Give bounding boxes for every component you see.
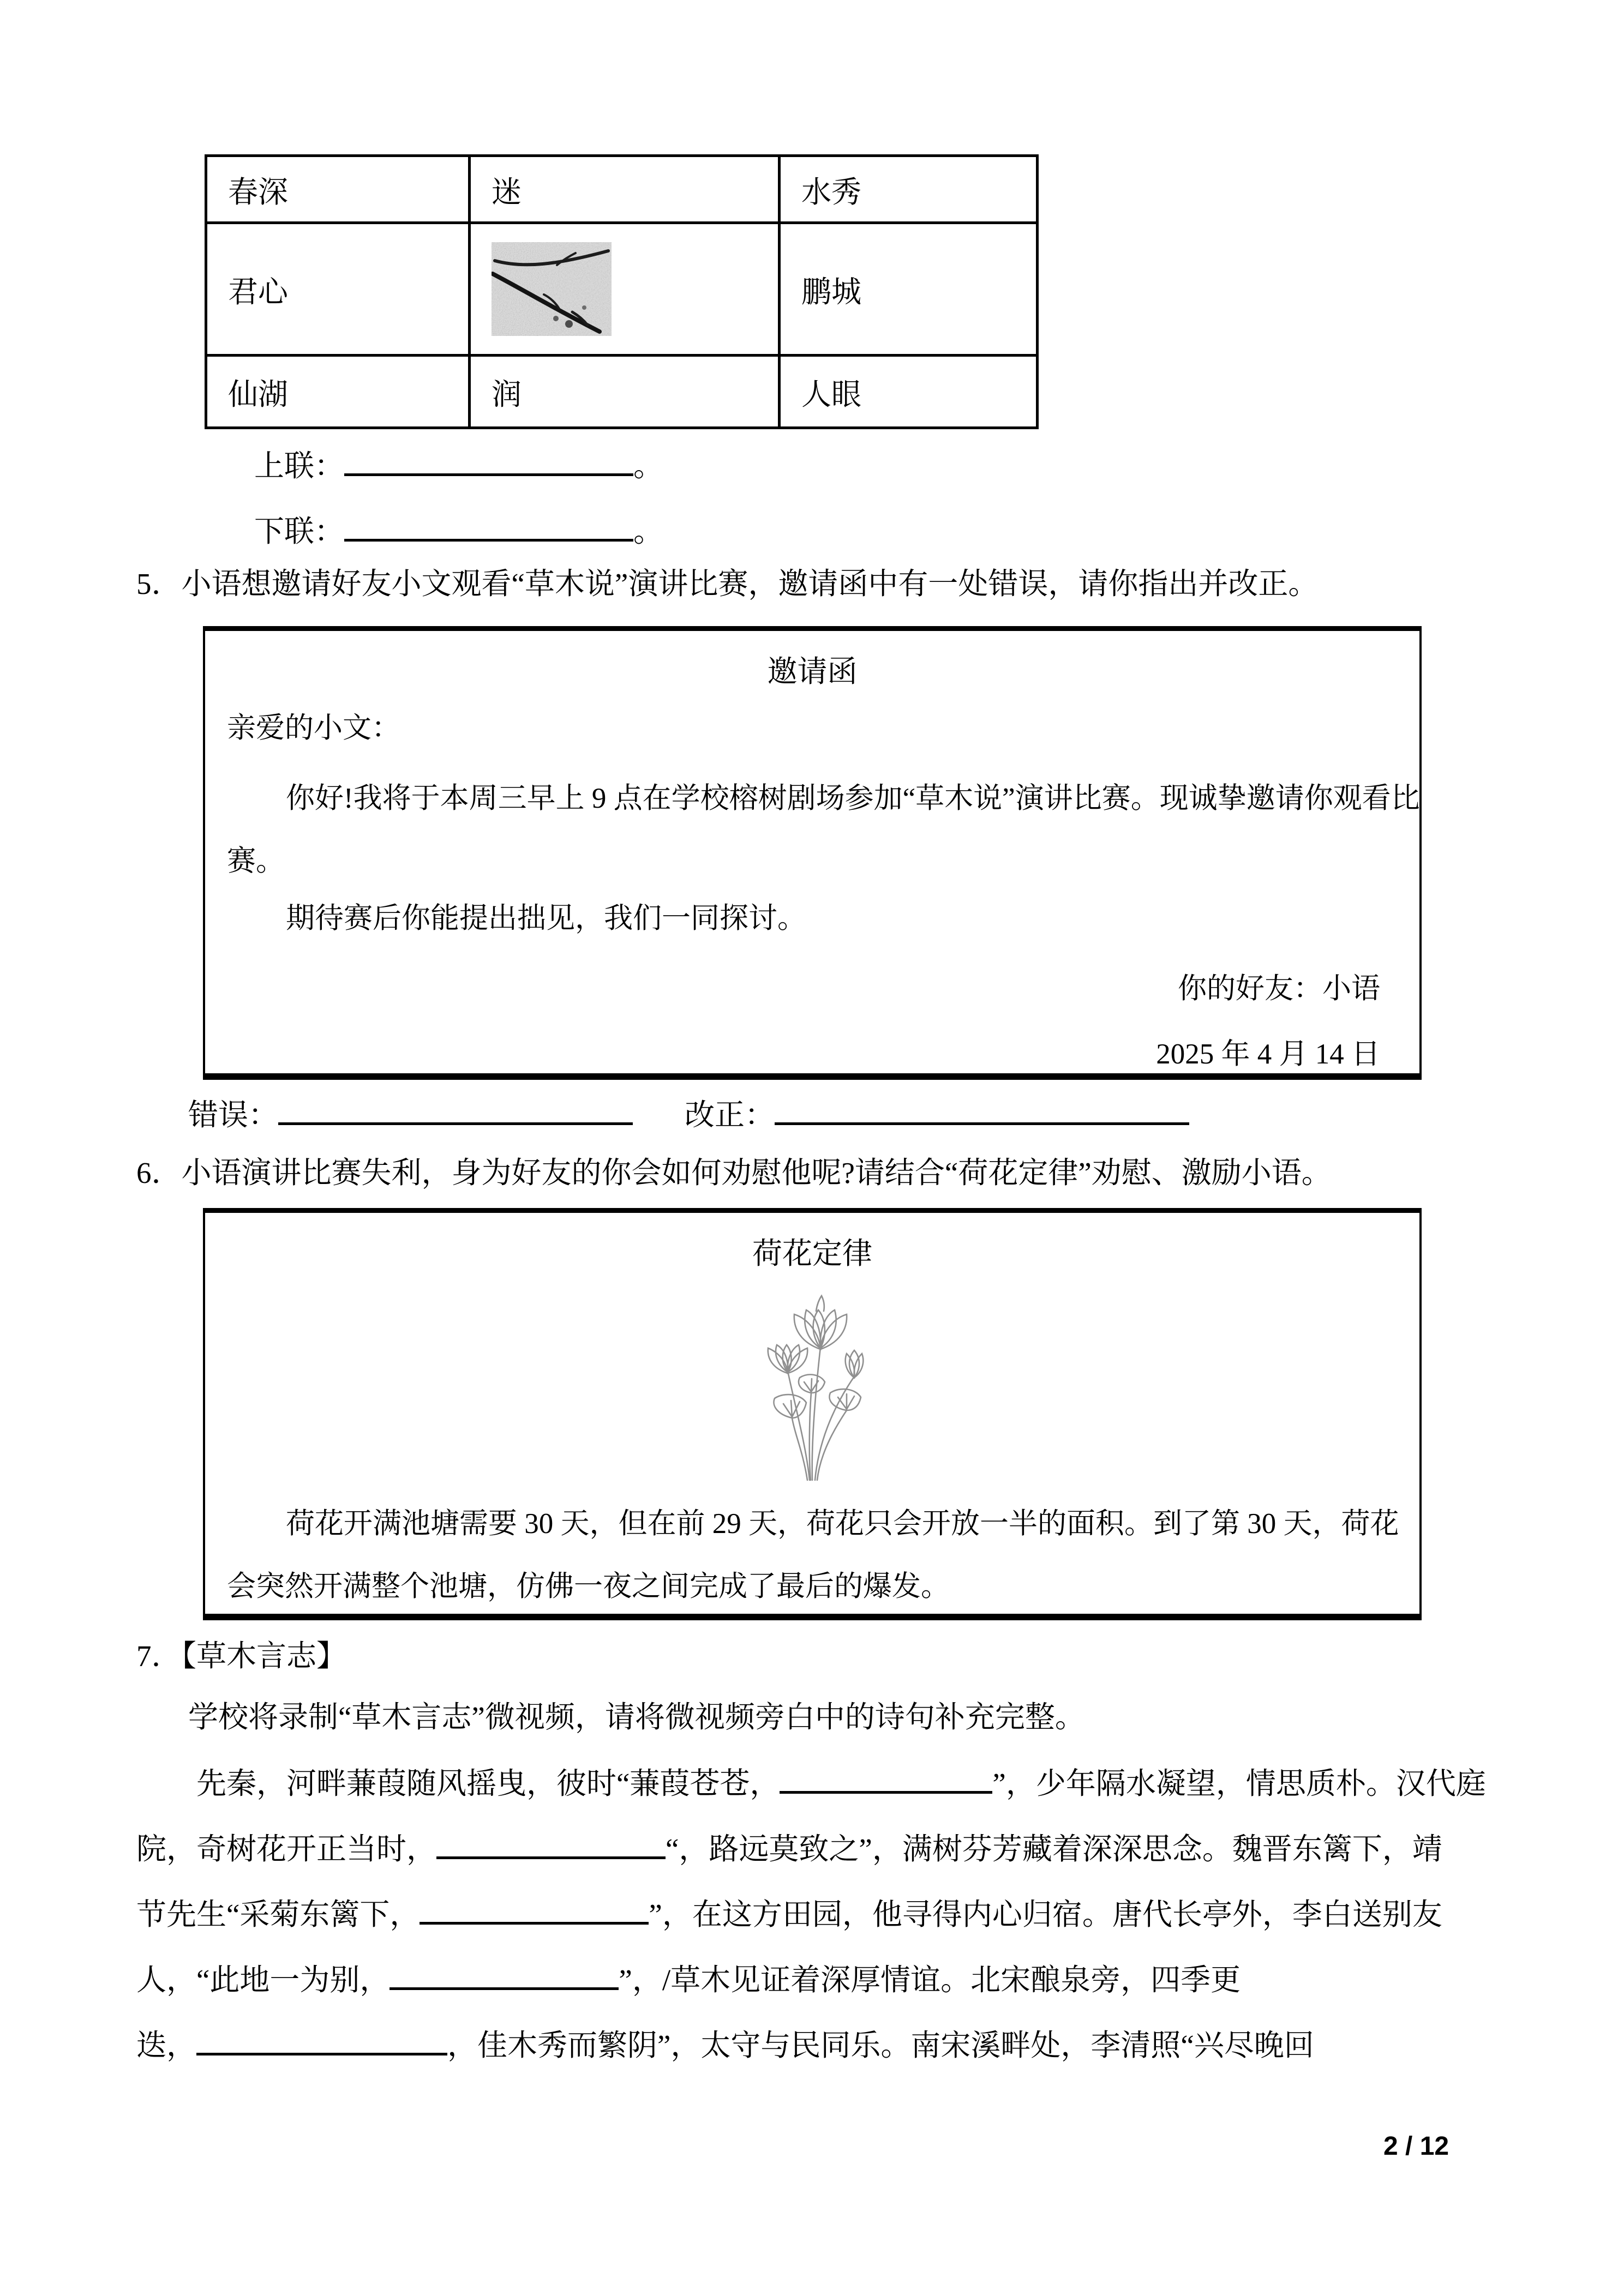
poem-blank <box>389 1962 619 1990</box>
invitation-date: 2025 年 4 月 14 日 <box>1156 1038 1380 1070</box>
lotus-illustration <box>740 1277 885 1484</box>
question-7-heading-text: 【草木言志】 <box>181 1639 347 1673</box>
couplet-upper-line <box>254 448 663 482</box>
lotus-law-title: 荷花定律 <box>752 1237 872 1270</box>
poem-text: ”，在这方田园，他寻得内心归宿。唐代长亭外，李白送别友 <box>649 1898 1442 1931</box>
poem-line <box>136 1831 1511 1897</box>
lotus-law-text-line-1: 荷花开满池塘需要 30 天，但在前 29 天，荷花只会开放一半的面积。到了第 30 天，荷花 <box>286 1508 1399 1540</box>
table-cell: 水秀 <box>780 156 1038 223</box>
poem-blank <box>780 1766 992 1794</box>
table-cell: 迷 <box>470 156 780 223</box>
question-5 <box>136 568 1318 600</box>
poem-line <box>136 1897 1511 1962</box>
poem-text: ”，/草木见证着深厚情谊。北宋酿泉旁，四季更 <box>619 1963 1241 1997</box>
couplet-upper-blank <box>344 448 633 476</box>
question-6-number: 6． <box>136 1156 182 1189</box>
error-correction-line <box>188 1097 1189 1131</box>
question-7-number: 7． <box>136 1639 182 1673</box>
invitation-card <box>203 626 1422 1080</box>
poem-line <box>136 1962 1511 2028</box>
error-blank <box>278 1097 633 1125</box>
lotus-law-text-line-2: 会突然开满整个池塘，仿佛一夜之间完成了最后的爆发。 <box>227 1571 950 1602</box>
poem-line <box>136 1766 1511 1831</box>
period-mark: 。 <box>633 515 664 548</box>
invitation-signature: 你的好友：小语 <box>1178 973 1380 1005</box>
correction-label: 改正： <box>685 1098 775 1132</box>
period-mark: 。 <box>633 449 664 483</box>
page-number: 2 / 12 <box>1383 2132 1449 2161</box>
poem-blank <box>420 1897 649 1925</box>
poem-blank <box>436 1831 666 1859</box>
table-cell: 润 <box>470 356 780 428</box>
question-5-text: 小语想邀请好友小文观看“草木说”演讲比赛，邀请函中有一处错误，请你指出并改正。 <box>181 567 1319 600</box>
poem-text: “，路远莫致之”，满树芬芳藏着深深思念。魏晋东篱下，靖 <box>666 1832 1442 1866</box>
question-7-intro: 学校将录制“草木言志”微视频，请将微视频旁白中的诗句补充完整。 <box>188 1700 1085 1734</box>
plum-branch-photo-image <box>492 242 612 336</box>
couplet-lower-blank <box>344 514 633 542</box>
question-7-heading <box>136 1640 346 1672</box>
lotus-law-card <box>203 1208 1422 1620</box>
couplet-lower-label: 下联： <box>254 515 345 548</box>
invitation-body-line-3: 期待赛后你能提出拙见，我们一同探讨。 <box>286 903 806 934</box>
poem-text: 迭， <box>136 2029 197 2062</box>
invitation-title: 邀请函 <box>767 655 858 688</box>
table-cell: 人眼 <box>780 356 1038 428</box>
table-cell <box>470 223 780 356</box>
invitation-body-line-2: 赛。 <box>227 845 285 877</box>
matching-table <box>205 154 1039 429</box>
table-cell: 春深 <box>206 156 470 223</box>
correction-blank <box>775 1097 1189 1125</box>
poem-text: ”，少年隔水凝望，情思质朴。汉代庭 <box>992 1767 1486 1800</box>
table-cell: 鹏城 <box>780 223 1038 356</box>
poem-paragraph <box>136 1766 1511 2093</box>
poem-text: 先秦，河畔蒹葭随风摇曳，彼时“蒹葭苍苍， <box>196 1767 780 1800</box>
poem-line <box>136 2028 1511 2093</box>
couplet-lower-line <box>254 514 663 548</box>
poem-text: 人，“此地一为别， <box>136 1963 390 1997</box>
invitation-body-line-1: 你好!我将于本周三早上 9 点在学校榕树剧场参加“草木说”演讲比赛。现诚挚邀请你观看比 <box>286 783 1420 814</box>
table-cell: 君心 <box>206 223 470 356</box>
error-label: 错误： <box>188 1098 279 1132</box>
poem-text: 节先生“采菊东篱下， <box>136 1898 420 1931</box>
question-6-text: 小语演讲比赛失利，身为好友的你会如何劝慰他呢?请结合“荷花定律”劝慰、激励小语。 <box>181 1156 1332 1189</box>
couplet-upper-label: 上联： <box>254 449 345 483</box>
poem-text: 院，奇树花开正当时， <box>136 1832 437 1866</box>
table-cell: 仙湖 <box>206 356 470 428</box>
invitation-salutation: 亲爱的小文： <box>227 712 400 744</box>
question-6 <box>136 1157 1332 1189</box>
poem-text: ，佳木秀而繁阴”，太守与民同乐。南宋溪畔处，李清照“兴尽晚回 <box>447 2029 1314 2062</box>
poem-blank <box>196 2028 447 2055</box>
question-5-number: 5． <box>136 567 182 600</box>
